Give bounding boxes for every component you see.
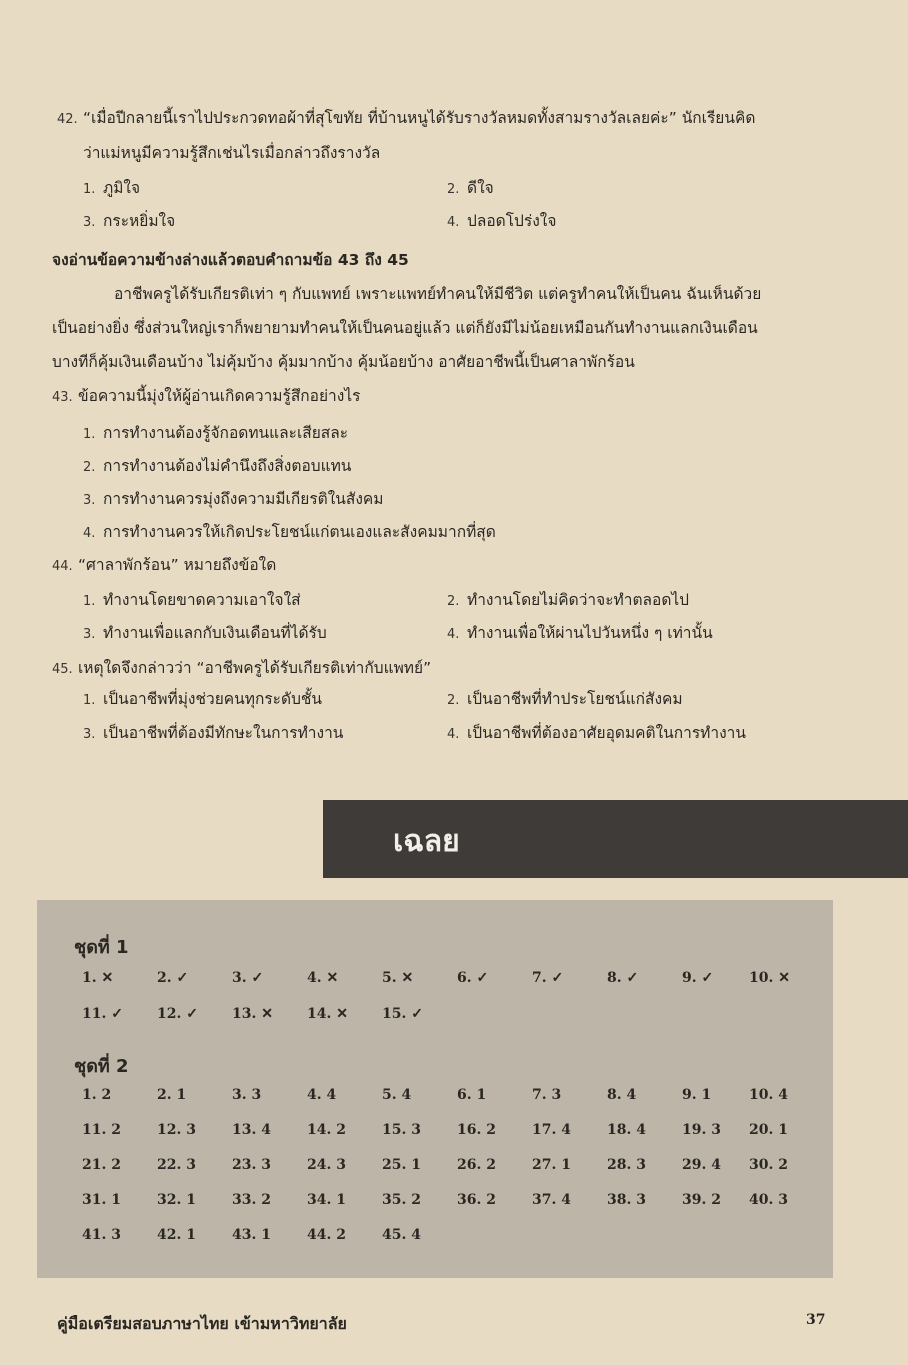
set-2-title: ชุดที่ 2 [74, 1056, 129, 1077]
question-42-continued [83, 141, 380, 165]
answer-item: 8. 4 [607, 1087, 637, 1103]
answer-item: 45. 4 [382, 1227, 421, 1243]
question-43 [52, 384, 360, 410]
option-44-3: 3. ทำงานเพื่อแลกกับเงินเดือนที่ได้รับ [83, 624, 327, 642]
passage-line: เป็นอย่างยิ่ง ซึ่งส่วนใหญ่เราก็พยายามทำคนให้เป็นคนอยู่แล้ว แต่ก็ยังมีไม่น้อยเหมือนกันทำงานแลกเงินเดือน [52, 319, 758, 337]
question-text: ข้อความนี้มุ่งให้ผู้อ่านเกิดความรู้สึกอย่างไร [78, 387, 361, 405]
option-45-1: 1. เป็นอาชีพที่มุ่งช่วยคนทุกระดับชั้น [83, 690, 323, 708]
answer-item: 11. 2 [82, 1122, 121, 1138]
option-42-2: 2. ดีใจ [447, 179, 494, 197]
answer-item: 1. ✕ [82, 970, 114, 986]
answer-item: 31. 1 [82, 1192, 121, 1208]
passage-line: บางทีก็คุ้มเงินเดือนบ้าง ไม่คุ้มบ้าง คุ้มมากบ้าง คุ้มน้อยบ้าง อาศัยอาชีพนี้เป็นศาลาพักร้อน [52, 353, 635, 371]
answer-item: 40. 3 [749, 1192, 788, 1208]
answer-item: 20. 1 [749, 1122, 788, 1138]
instruction-heading: จงอ่านข้อความข้างล่างแล้วตอบคำถามข้อ 43 ถึง 45 [52, 251, 409, 269]
answer-item: 28. 3 [607, 1157, 646, 1173]
answer-item: 15. 3 [382, 1122, 421, 1138]
option-45-4: 4. เป็นอาชีพที่ต้องอาศัยอุดมคติในการทำงาน [447, 724, 746, 742]
question-number: 45. [52, 662, 73, 677]
answer-item: 39. 2 [682, 1192, 721, 1208]
answer-key-banner [323, 800, 908, 878]
answer-item: 18. 4 [607, 1122, 646, 1138]
question-text: “ศาลาพักร้อน” หมายถึงข้อใด [78, 556, 277, 574]
answer-item: 17. 4 [532, 1122, 571, 1138]
answer-item: 24. 3 [307, 1157, 346, 1173]
answer-item: 33. 2 [232, 1192, 271, 1208]
reading-passage [52, 277, 852, 379]
question-44 [52, 553, 276, 579]
question-45 [52, 656, 431, 682]
book-title-footer: คู่มือเตรียมสอบภาษาไทย เข้ามหาวิทยาลัย [57, 1314, 347, 1333]
answer-item: 6. 1 [457, 1087, 487, 1103]
answer-item: 6. ✓ [457, 970, 489, 986]
answer-key-box [37, 900, 833, 1278]
answer-item: 12. ✓ [157, 1006, 198, 1022]
answer-item: 41. 3 [82, 1227, 121, 1243]
option-44-4: 4. ทำงานเพื่อให้ผ่านไปวันหนึ่ง ๆ เท่านั้น [447, 624, 713, 642]
option-42-1: 1. ภูมิใจ [83, 179, 141, 197]
answer-item: 29. 4 [682, 1157, 721, 1173]
answer-item: 2. ✓ [157, 970, 189, 986]
answer-item: 23. 3 [232, 1157, 271, 1173]
answer-item: 32. 1 [157, 1192, 196, 1208]
answer-item: 37. 4 [532, 1192, 571, 1208]
answer-item: 5. 4 [382, 1087, 412, 1103]
question-number: 43. [52, 390, 73, 405]
answer-item: 42. 1 [157, 1227, 196, 1243]
answer-item: 9. ✓ [682, 970, 714, 986]
answer-item: 38. 3 [607, 1192, 646, 1208]
option-43-1: 1. การทำงานต้องรู้จักอดทนและเสียสละ [83, 424, 349, 442]
answer-item: 5. ✕ [382, 970, 414, 986]
answer-item: 44. 2 [307, 1227, 346, 1243]
answer-item: 4. 4 [307, 1087, 337, 1103]
question-text: “เมื่อปีกลายนี้เราไปประกวดทอผ้าที่สุโขทัย ที่บ้านหนูได้รับรางวัลหมดทั้งสามรางวัลเลยค่ะ” นักเรียนคิด [83, 109, 756, 127]
answer-item: 22. 3 [157, 1157, 196, 1173]
option-43-3: 3. การทำงานควรมุ่งถึงความมีเกียรติในสังคม [83, 490, 384, 508]
answer-item: 10. 4 [749, 1087, 788, 1103]
question-text: เหตุใดจึงกล่าวว่า “อาชีพครูได้รับเกียรติเท่ากับแพทย์” [78, 659, 432, 677]
answer-item: 19. 3 [682, 1122, 721, 1138]
option-44-2: 2. ทำงานโดยไม่คิดว่าจะทำตลอดไป [447, 591, 690, 609]
answer-item: 9. 1 [682, 1087, 712, 1103]
answer-item: 13. 4 [232, 1122, 271, 1138]
answer-item: 3. ✓ [232, 970, 264, 986]
option-42-4: 4. ปลอดโปร่งใจ [447, 212, 557, 230]
question-number: 44. [52, 559, 73, 574]
option-43-2: 2. การทำงานต้องไม่คำนึงถึงสิ่งตอบแทน [83, 457, 352, 475]
page-number: 37 [806, 1312, 826, 1328]
question-42 [57, 106, 755, 132]
answer-item: 26. 2 [457, 1157, 496, 1173]
passage-line: อาชีพครูได้รับเกียรติเท่า ๆ กับแพทย์ เพราะแพทย์ทำคนให้มีชีวิต แต่ครูทำคนให้เป็นคน ฉันเห็นด้วย [114, 285, 762, 303]
answer-item: 27. 1 [532, 1157, 571, 1173]
answer-item: 21. 2 [82, 1157, 121, 1173]
option-45-2: 2. เป็นอาชีพที่ทำประโยชน์แก่สังคม [447, 690, 683, 708]
answer-item: 8. ✓ [607, 970, 639, 986]
option-43-4: 4. การทำงานควรให้เกิดประโยชน์แก่ตนเองและสังคมมากที่สุด [83, 523, 496, 541]
set-1-title: ชุดที่ 1 [74, 937, 129, 958]
answer-item: 36. 2 [457, 1192, 496, 1208]
answer-item: 13. ✕ [232, 1006, 273, 1022]
answer-item: 2. 1 [157, 1087, 187, 1103]
answer-item: 10. ✕ [749, 970, 790, 986]
answer-item: 34. 1 [307, 1192, 346, 1208]
answer-item: 7. ✓ [532, 970, 564, 986]
answer-item: 4. ✕ [307, 970, 339, 986]
answer-item: 14. ✕ [307, 1006, 348, 1022]
answer-item: 7. 3 [532, 1087, 562, 1103]
answer-item: 1. 2 [82, 1087, 112, 1103]
answer-item: 25. 1 [382, 1157, 421, 1173]
answer-item: 35. 2 [382, 1192, 421, 1208]
answer-item: 11. ✓ [82, 1006, 123, 1022]
option-44-1: 1. ทำงานโดยขาดความเอาใจใส่ [83, 591, 301, 609]
answer-item: 15. ✓ [382, 1006, 423, 1022]
answer-item: 16. 2 [457, 1122, 496, 1138]
option-42-3: 3. กระหยิ่มใจ [83, 212, 176, 230]
answer-item: 30. 2 [749, 1157, 788, 1173]
question-number: 42. [57, 112, 78, 127]
answer-key-title: เฉลย [393, 824, 460, 859]
option-45-3: 3. เป็นอาชีพที่ต้องมีทักษะในการทำงาน [83, 724, 344, 742]
answer-item: 14. 2 [307, 1122, 346, 1138]
answer-item: 43. 1 [232, 1227, 271, 1243]
answer-item: 12. 3 [157, 1122, 196, 1138]
question-text: ว่าแม่หนูมีความรู้สึกเช่นไรเมื่อกล่าวถึงรางวัล [83, 144, 381, 162]
answer-item: 3. 3 [232, 1087, 262, 1103]
